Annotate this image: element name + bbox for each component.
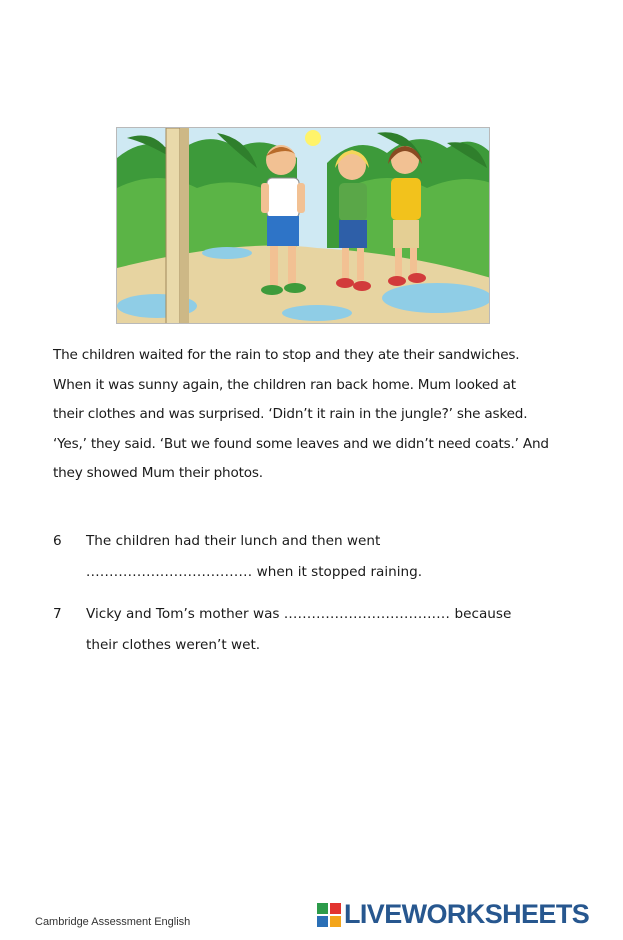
story-line: The children waited for the rain to stop and they ate their sandwiches. — [53, 347, 520, 363]
question-line-2 — [86, 564, 422, 580]
story-line: their clothes and was surprised. ‘Didn’t it rain in the jungle?’ she asked. — [53, 406, 528, 423]
question-text-after: when it stopped raining. — [252, 564, 423, 580]
story-line: they showed Mum their photos. — [53, 465, 263, 482]
story-text — [53, 341, 573, 489]
question-text: their clothes weren’t wet. — [86, 637, 261, 653]
liveworksheets-logo — [317, 899, 589, 930]
story-line: ‘Yes,’ they said. ‘But we found some leaves and we didn’t need coats.’ And — [53, 435, 549, 452]
question-text-after: because — [450, 606, 512, 622]
answer-blank[interactable]: .................................... — [86, 564, 253, 580]
question-line-1 — [86, 606, 511, 622]
question-number: 7 — [53, 606, 62, 622]
story-line: When it was sunny again, the children ran back home. Mum looked at — [53, 376, 516, 393]
question-text-before: Vicky and Tom’s mother was — [86, 606, 284, 622]
story-illustration — [116, 127, 490, 324]
answer-blank[interactable]: .................................... — [283, 606, 451, 622]
liveworksheets-logo-icon — [317, 903, 341, 927]
liveworksheets-brand-text: LIVEWORKSHEETS — [344, 899, 590, 929]
question-text: The children had their lunch and then went — [86, 533, 381, 549]
publisher-label: Cambridge Assessment English — [35, 916, 191, 928]
question-number: 6 — [53, 533, 62, 549]
